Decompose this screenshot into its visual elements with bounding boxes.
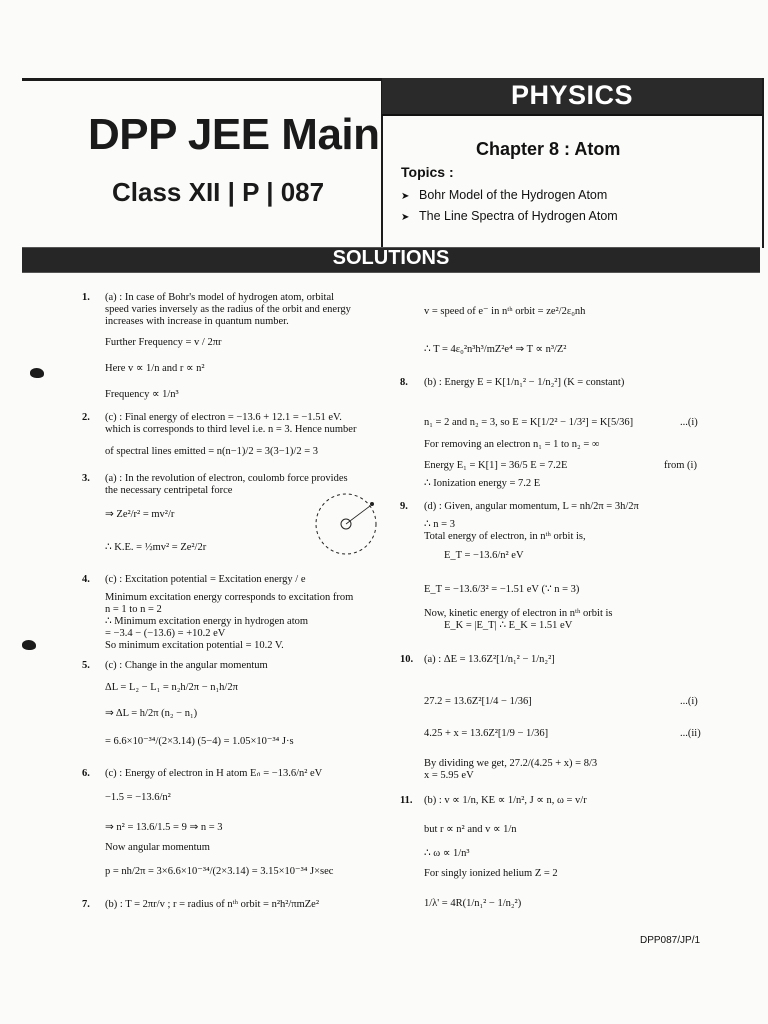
topics-heading: Topics :	[401, 164, 454, 180]
solution-text: Now, kinetic energy of electron in nᵗʰ orbit is	[424, 608, 613, 619]
solution-text: of spectral lines emitted = n(n−1)/2 = 3(3−1)/2 = 3	[105, 446, 319, 457]
solution-text: (b) : v ∝ 1/n, KE ∝ 1/n², J ∝ n, ω = v/r	[424, 795, 587, 806]
header-top-rule	[22, 78, 382, 81]
solution-text: n = 1 to n = 2	[105, 604, 162, 615]
question-number: 6.	[82, 768, 90, 779]
solution-text: ∴ Minimum excitation energy in hydrogen atom	[105, 616, 309, 627]
solution-text: which is corresponds to third level i.e. n = 3. Hence number	[105, 424, 357, 435]
question-number: 11.	[400, 795, 413, 806]
solution-text: (c) : Excitation potential = Excitation energy / e	[105, 574, 306, 585]
solution-text: By dividing we get, 27.2/(4.25 + x) = 8/3	[424, 758, 598, 769]
electron-dot	[370, 502, 374, 506]
arrow-icon: ➤	[401, 191, 410, 202]
page-title: DPP JEE Main	[88, 110, 380, 159]
solution-text: the necessary centripetal force	[105, 485, 233, 496]
solutions-label: SOLUTIONS	[332, 247, 450, 269]
solution-text: Further Frequency = v / 2πr	[105, 337, 222, 348]
solution-text: ⇒ Ze²/r² = mv²/r	[105, 509, 175, 520]
question-number: 10.	[400, 654, 414, 665]
equation-tag: ...(i)	[680, 417, 698, 428]
solution-text: ∴ K.E. = ½mv² = Ze²/2r	[105, 542, 207, 553]
solution-text: (c) : Energy of electron in H atom Eₙ = −13.6/n² eV	[105, 768, 323, 779]
solution-text: (c) : Final energy of electron = −13.6 + 12.1 = −1.51 eV.	[105, 412, 342, 423]
solution-text: x = 5.95 eV	[424, 770, 474, 781]
solution-text: Here v ∝ 1/n and r ∝ n²	[105, 363, 205, 374]
subject-label: PHYSICS	[510, 80, 634, 110]
solution-text: (a) : In case of Bohr's model of hydrogen atom, orbital	[105, 292, 335, 303]
solution-text: E_K = |E_T| ∴ E_K = 1.51 eV	[444, 620, 573, 631]
solution-text: ⇒ ΔL = h/2π (n₂ − n₁)	[105, 708, 198, 719]
solution-text: ∴ ω ∝ 1/n³	[424, 848, 470, 859]
solution-text: (d) : Given, angular momentum, L = nh/2π = 3h/2π	[424, 501, 639, 512]
topic-text: The Line Spectra of Hydrogen Atom	[419, 209, 618, 223]
solution-text: = −3.4 − (−13.6) = +10.2 eV	[105, 628, 226, 639]
solution-text: −1.5 = −13.6/n²	[105, 792, 171, 803]
punch-hole-mark	[30, 368, 44, 378]
radius-line	[346, 506, 370, 524]
class-label: Class XII | P | 087	[112, 177, 325, 207]
equation-tag: from (i)	[664, 460, 697, 471]
solution-text: E_T = −13.6/3² = −1.51 eV (∵ n = 3)	[424, 584, 580, 595]
solution-text: For singly ionized helium Z = 2	[424, 868, 558, 879]
solution-text: (a) : In the revolution of electron, coulomb force provides	[105, 473, 348, 484]
question-number: 9.	[400, 501, 408, 512]
solution-text: 27.2 = 13.6Z²[1/4 − 1/36]	[424, 696, 532, 707]
question-number: 3.	[82, 473, 90, 484]
solution-text: Frequency ∝ 1/n³	[105, 389, 179, 400]
solution-text: but r ∝ n² and v ∝ 1/n	[424, 824, 517, 835]
question-number: 4.	[82, 574, 90, 585]
atom-orbit-diagram	[308, 490, 384, 556]
solution-text: Minimum excitation energy corresponds to excitation from	[105, 592, 354, 603]
punch-hole-mark	[22, 640, 36, 650]
solution-text: Energy E₁ = K[1] = 36/5 E = 7.2E	[424, 460, 568, 471]
solution-text: Now angular momentum	[105, 842, 210, 853]
solution-text: ∴ T = 4ε₀²n³h³/mZ²e⁴ ⇒ T ∝ n³/Z²	[424, 344, 567, 355]
solution-text: v = speed of e⁻ in nᵗʰ orbit = ze²/2ε₀nh	[424, 306, 586, 317]
solution-text: (b) : T = 2πr/v ; r = radius of nᵗʰ orbit = n²h²/πmZe²	[105, 899, 319, 910]
solution-text: (a) : ΔE = 13.6Z²[1/n₁² − 1/n₂²]	[424, 654, 555, 665]
question-number: 5.	[82, 660, 90, 671]
arrow-icon: ➤	[401, 212, 410, 223]
solution-text: So minimum excitation potential = 10.2 V.	[105, 640, 284, 651]
question-number: 2.	[82, 412, 90, 423]
page-footer: DPP087/JP/1	[640, 935, 701, 946]
equation-tag: ...(ii)	[680, 728, 701, 739]
solution-text: n₁ = 2 and n₂ = 3, so E = K[1/2² − 1/3²] = K[5/36]	[424, 417, 634, 428]
solution-text: ∴ Ionization energy = 7.2 E	[424, 478, 541, 489]
question-number: 1.	[82, 292, 90, 303]
question-number: 7.	[82, 899, 90, 910]
solution-text: E_T = −13.6/n² eV	[444, 550, 524, 561]
solution-text: ΔL = L₂ − L₁ = n₂h/2π − n₁h/2π	[105, 682, 238, 693]
solution-text: = 6.6×10⁻³⁴/(2×3.14) (5−4) = 1.05×10⁻³⁴ J·s	[105, 736, 294, 747]
question-number: 8.	[400, 377, 408, 388]
solution-text: (c) : Change in the angular momentum	[105, 660, 268, 671]
solution-text: ⇒ n² = 13.6/1.5 = 9 ⇒ n = 3	[105, 822, 223, 833]
solution-text: For removing an electron n₁ = 1 to n₂ = ∞	[424, 439, 600, 450]
solution-text: Total energy of electron, in nᵗʰ orbit is,	[424, 531, 586, 542]
solution-text: speed varies inversely as the radius of the orbit and energy	[105, 304, 351, 315]
header-right-rule	[762, 78, 764, 248]
solution-text: p = nh/2π = 3×6.6×10⁻³⁴/(2×3.14) = 3.15×10⁻³⁴ J×sec	[105, 866, 334, 877]
solution-text: increases with increase in quantum number.	[105, 316, 289, 327]
chapter-title: Chapter 8 : Atom	[476, 139, 621, 159]
topic-item	[401, 209, 618, 223]
equation-tag: ...(i)	[680, 696, 698, 707]
topic-text: Bohr Model of the Hydrogen Atom	[419, 188, 608, 202]
solution-text: 4.25 + x = 13.6Z²[1/9 − 1/36]	[424, 728, 549, 739]
topic-item	[401, 188, 607, 202]
solution-text: ∴ n = 3	[424, 519, 455, 530]
solution-text: 1/λ' = 4R(1/n₁² − 1/n₂²)	[424, 898, 522, 909]
solution-text: (b) : Energy E = K[1/n₁² − 1/n₂²] (K = constant)	[424, 377, 625, 388]
